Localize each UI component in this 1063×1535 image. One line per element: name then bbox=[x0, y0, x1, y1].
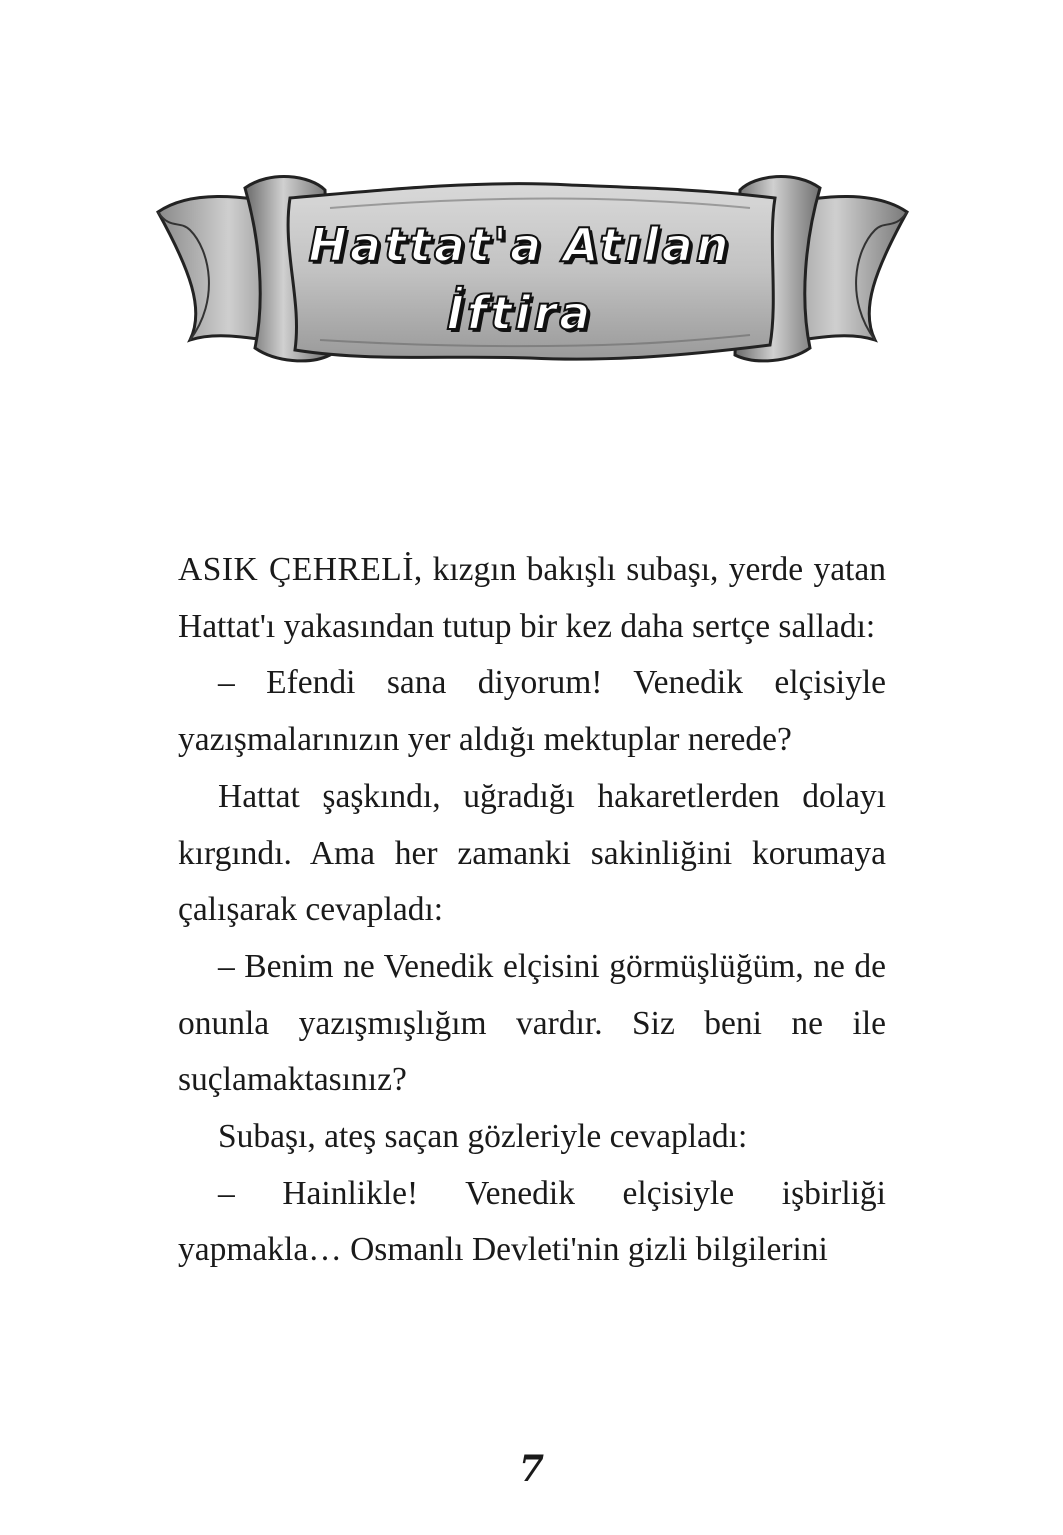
chapter-title-line-1: Hattat'a Atılan bbox=[308, 218, 732, 272]
paragraph-2: – Efendi sana diyorum! Venedik elçisiyle yazışmalarınızın yer aldığı mektuplar nerede? bbox=[178, 664, 886, 759]
paragraph-1 bbox=[178, 542, 886, 655]
story-body bbox=[178, 542, 886, 1279]
page-number: 7 bbox=[518, 1448, 545, 1490]
paragraph-1-text: , kızgın bakışlı subaşı, yerde yatan Hattat'ı yakasından tutup bir kez daha sertçe salladı: bbox=[178, 551, 886, 645]
paragraph-5: Subaşı, ateş saçan gözleriyle cevapladı: bbox=[218, 1118, 748, 1156]
paragraph-1-lead: ASIK ÇEHRELİ bbox=[178, 551, 414, 588]
paragraph-4: – Benim ne Venedik elçisini görmüşlüğüm, ne de onunla yazışmışlığım vardır. Siz beni ne ile suçlamaktasınız? bbox=[178, 947, 886, 1099]
paragraph-3: Hattat şaşkındı, uğradığı hakaretlerden dolayı kırgındı. Ama her zamanki sakinliğini korumaya çalışarak cevapladı: bbox=[178, 777, 886, 929]
chapter-title-line-2: İftira bbox=[446, 286, 594, 340]
paragraph-6: – Hainlikle! Venedik elçisiyle işbirliği yapmakla… Osmanlı Devleti'nin gizli bilgilerini bbox=[178, 1174, 886, 1269]
